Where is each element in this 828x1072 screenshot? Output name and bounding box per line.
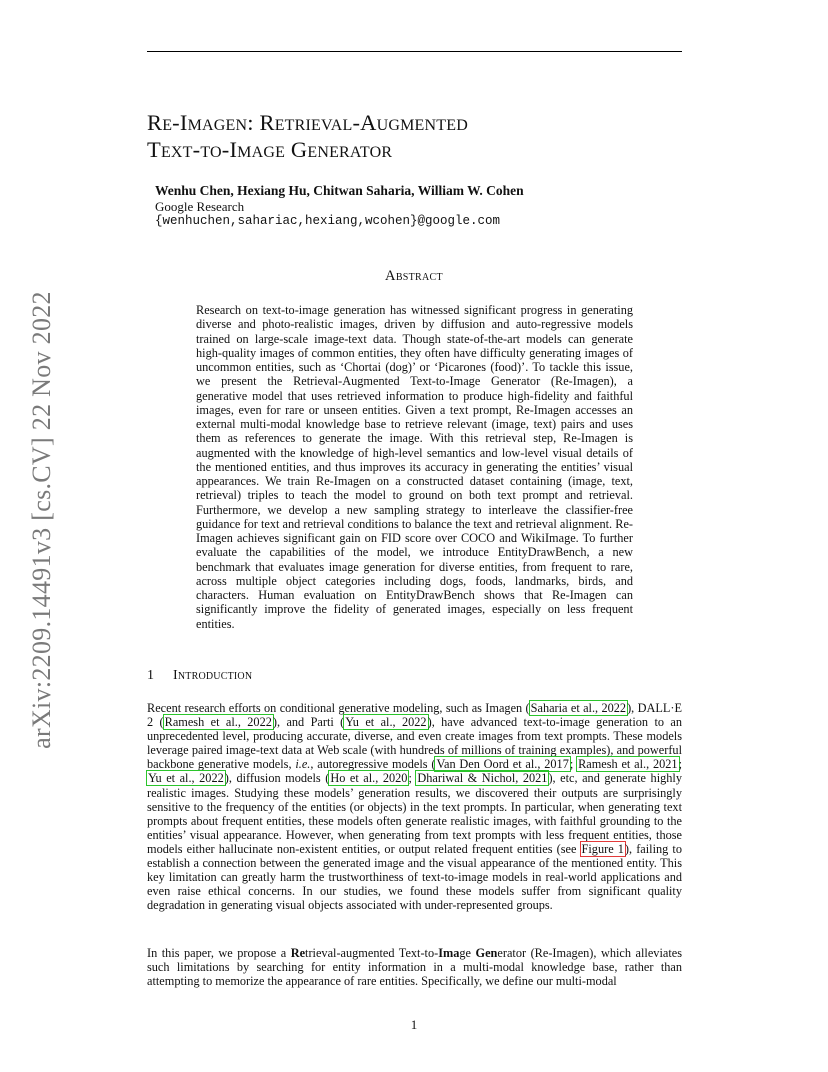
citation-link[interactable]: Van Den Oord et al., 2017 [436,757,569,772]
intro-paragraph-1 [147,701,682,912]
text-span: ; [569,757,578,772]
intro-paragraph-2 [147,946,682,988]
citation-link[interactable]: Yu et al., 2022 [148,771,224,786]
citation-link[interactable]: Ramesh et al., 2021 [578,757,678,772]
text-span: ; [678,757,682,772]
section-heading [147,668,252,684]
citation-link[interactable]: Yu et al., 2022 [345,715,427,730]
page-number: 1 [410,1017,418,1032]
text-span: ), DALL·E 2 ( [147,701,682,730]
bold-span: Ima [438,946,460,960]
bold-span: Gen [475,946,498,960]
abstract-text: Research on text-to-image generation has witnessed significant progress in generating diverse and photo-realistic images, driven by diffusion and auto-regressive models trained on large-scale image-text data. Though state-of-the-art models can generate high-quality images of common entities, they often have difficulty generating images of uncommon entities, such as ‘Chortai (dog)’ or ‘Picarones (food)’. To tackle this issue, we present the Retrieval-Augmented Text-to-Image Generator (Re-Imagen), a generative model that uses retrieved information to produce high-fidelity and faithful images, even for rare or unseen entities. Given a text prompt, Re-Imagen accesses an external multi-modal knowledge base to retrieve relevant (image, text) pairs and uses them as references to generate the image. With this retrieval step, Re-Imagen is augmented with the knowledge of high-level semantics and low-level visual details of the mentioned entities, and thus improves its accuracy in generating the entities’ visual appearances. We train Re-Imagen on a constructed dataset containing (image, text, retrieval) triples to teach the model to ground on both text prompt and retrieval. Furthermore, we develop a new sampling strategy to interleave the classifier-free guidance for text and retrieval conditions to balance the text and retrieval alignment. Re-Imagen achieves significant gain on FID score over COCO and WikiImage. To further evaluate the capabilities of the model, we introduce EntityDrawBench, a new benchmark that evaluates image generation for diverse entities, from frequent to rare, across multiple object categories including dogs, foods, landmarks, birds, and characters. Human evaluation on EntityDrawBench shows that Re-Imagen can significantly improve the fidelity of generated images, especially on less frequent entities. [196,303,633,631]
text-span: ), and Parti ( [272,715,345,730]
figure-link[interactable]: Figure 1 [581,841,624,856]
citation-link[interactable]: Saharia et al., 2022 [530,701,627,715]
abstract-heading: Abstract [385,268,443,284]
affiliation: Google Research [155,199,245,214]
text-span: , autoregressive models ( [310,757,436,772]
text-span: erator (Re-Imagen), which alleviates such limitations by searching for entity information in a multi-modal knowledge base, rather than attempting to memorize the appearance of rare entities. Specifically, we define our multi-modal [147,946,682,989]
text-span: ; [408,771,417,786]
text-span: trieval-augmented Text-to- [305,946,439,960]
bold-span: Re [290,946,306,960]
title-line-2: Text-to-Image Generator [147,137,393,162]
text-span: ), diffusion models ( [224,771,330,786]
text-span: ge [459,946,476,960]
section-title: Introduction [173,668,253,683]
author-list: Wenhu Chen, Hexiang Hu, Chitwan Saharia, William W. Cohen [155,183,524,198]
text-span: In this paper, we propose a [147,946,291,960]
text-span: Recent research efforts on conditional generative modeling, such as Imagen ( [147,701,530,715]
text-span: ), etc, and generate highly realistic images. Studying these models’ generation results, we discovered their outputs are surprisingly sensitive to the frequency of the entities (or objects) in the text prompts. In particular, when generating text prompts about frequent entities, these models often generate realistic images, with faithful grounding to the entities’ visual appearance. However, when generating from text prompts with less frequent entities, those models either hallucinate non-existent entities, or output related frequent entities (see [147,771,682,856]
section-number: 1 [147,668,154,683]
text-span: i.e. [295,757,311,772]
arxiv-sidebar [26,280,58,760]
citation-link[interactable]: Ramesh et al., 2022 [164,715,272,730]
citation-link[interactable]: Ho et al., 2020 [330,771,408,786]
citation-link[interactable]: Dhariwal & Nichol, 2021 [417,771,548,786]
text-span: ), have advanced text-to-image generation to an unprecedented level, producing accurate, diverse, and even create images from text prompts. These models leverage paired image-text data at Web scale (with hundreds of millions of training examples), and powerful backbone generative models, [147,715,682,772]
top-rule [147,51,682,52]
paper-title [147,109,687,163]
arxiv-identifier[interactable]: arXiv:2209.14491v3 [cs.CV] 22 Nov 2022 [27,291,56,749]
text-span: ), failing to establish a connection between the generated image and the visual appearance of the mentioned entity. This key limitation can greatly harm the trustworthiness of text-to-image models in real-world applications and even raise ethical concerns. In our studies, we found these models suffer from significant quality degradation in generating visual objects associated with under-represented groups. [147,841,682,913]
author-emails[interactable]: {wenhuchen,sahariac,hexiang,wcohen}@google.com [155,214,501,228]
title-line-1: Re-Imagen: Retrieval-Augmented [147,110,468,135]
